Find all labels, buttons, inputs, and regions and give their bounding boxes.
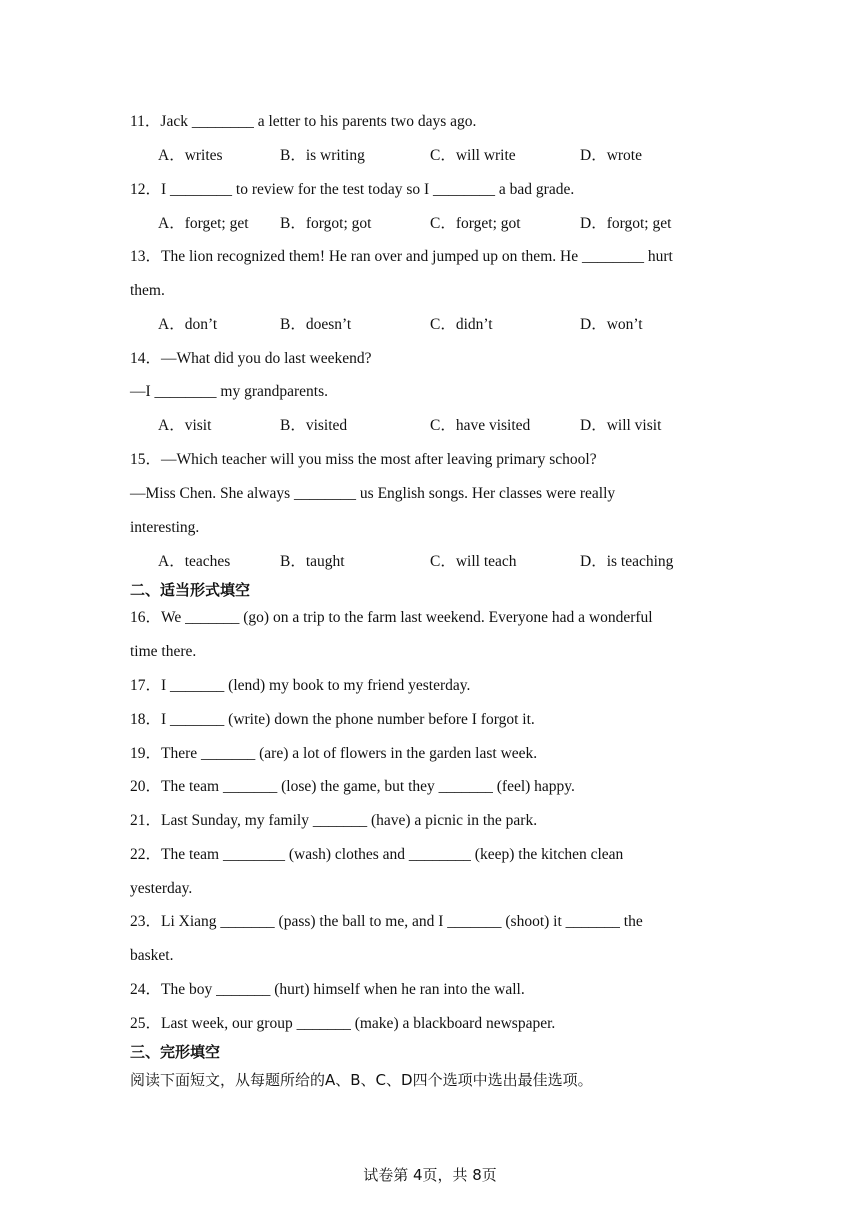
q13-option-b: B．doesn’t	[280, 316, 352, 333]
q11-option-c: C．will write	[430, 147, 516, 164]
q14-option-a: A．visit	[158, 417, 212, 434]
q13-option-a: A．don’t	[158, 316, 218, 333]
section-2-line: 16．We _______ (go) on a trip to the farm last weekend. Everyone had a wonderful	[130, 609, 653, 626]
q14-option-d: D．will visit	[580, 417, 662, 434]
q12-option-d: D．forgot; get	[580, 215, 672, 232]
section-2-line: 21．Last Sunday, my family _______ (have) a picnic in the park.	[130, 812, 538, 829]
section-2-line: 24．The boy _______ (hurt) himself when he ran into the wall.	[130, 981, 525, 998]
q15-option-a: A．teaches	[158, 553, 231, 570]
q14-option-b: B．visited	[280, 417, 348, 434]
q12-option-b: B．forgot; got	[280, 215, 372, 232]
q15-option-d: D．is teaching	[580, 553, 674, 570]
q13-option-c: C．didn’t	[430, 316, 493, 333]
section-2-line: time there.	[130, 643, 197, 660]
section-2-line: basket.	[130, 947, 174, 964]
section-2-line: 19．There _______ (are) a lot of flowers in the garden last week.	[130, 745, 538, 762]
section-2-line: 18．I _______ (write) down the phone number before I forgot it.	[130, 711, 535, 728]
q11-option-d: D．wrote	[580, 147, 642, 164]
section-3-title: 三、完形填空	[130, 1043, 221, 1061]
question-11-stem: 11．Jack ________ a letter to his parents two days ago.	[130, 113, 477, 130]
question-12-stem: 12．I ________ to review for the test today so I ________ a bad grade.	[130, 181, 575, 198]
q15-option-c: C．will teach	[430, 553, 517, 570]
section-2-line: yesterday.	[130, 880, 193, 897]
question-15-stem: 15．—Which teacher will you miss the most after leaving primary school?	[130, 451, 597, 468]
q12-option-a: A．forget; get	[158, 215, 249, 232]
question-13-stem: 13．The lion recognized them! He ran over and jumped up on them. He ________ hurt	[130, 248, 673, 265]
q12-option-c: C．forget; got	[430, 215, 521, 232]
q15-option-b: B．taught	[280, 553, 345, 570]
question-15-stem-cont2: interesting.	[130, 519, 200, 536]
question-14-stem: 14．—What did you do last weekend?	[130, 350, 372, 367]
question-15-stem-cont: —Miss Chen. She always ________ us English songs. Her classes were really	[130, 485, 616, 502]
section-2-line: 25．Last week, our group _______ (make) a blackboard newspaper.	[130, 1015, 556, 1032]
section-2-line: 23．Li Xiang _______ (pass) the ball to me, and I _______ (shoot) it _______ the	[130, 913, 643, 930]
question-14-stem-cont: —I ________ my grandparents.	[130, 383, 329, 400]
section-2-line: 17．I _______ (lend) my book to my friend yesterday.	[130, 677, 471, 694]
q14-option-c: C．have visited	[430, 417, 531, 434]
q13-option-d: D．won’t	[580, 316, 643, 333]
section-2-line: 22．The team ________ (wash) clothes and ________ (keep) the kitchen clean	[130, 846, 624, 863]
section-2-line: 20．The team _______ (lose) the game, but they _______ (feel) happy.	[130, 778, 575, 795]
section-3-instruction: 阅读下面短文，从每题所给的A、B、C、D四个选项中选出最佳选项。	[130, 1071, 593, 1089]
section-2-title: 二、适当形式填空	[130, 581, 251, 599]
question-13-stem-cont: them.	[130, 282, 165, 299]
page-footer: 试卷第 4页，共 8页	[363, 1166, 497, 1184]
q11-option-a: A．writes	[158, 147, 223, 164]
q11-option-b: B．is writing	[280, 147, 365, 164]
